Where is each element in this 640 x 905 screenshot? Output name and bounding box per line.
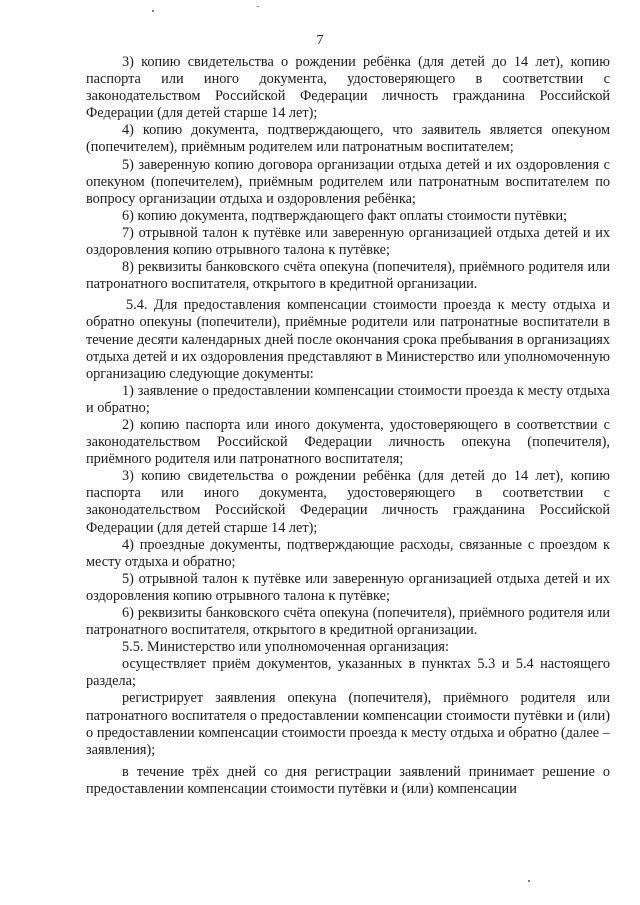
page-number: 7: [316, 33, 324, 48]
paragraph: 3) копию свидетельства о рождении ребёнка (для детей до 14 лет), копию паспорта или иного документа, удостоверяющего в соответствии с законодательством Российской Федерации личность гражданина Российской Федерации (для детей старше 14 лет);: [86, 468, 610, 536]
paragraph: 6) копию документа, подтверждающего факт оплаты стоимости путёвки;: [122, 207, 568, 224]
section-5-5: 5.5. Министерство или уполномоченная организация:: [122, 639, 449, 656]
section-5-4: 5.4. Для предоставления компенсации стоимости проезда к месту отдыха и обратно опекуны (попечители), приёмные родители или патронатные воспитатели в течение десяти календарных дней после окончания срока пребывания в организациях отдыха детей и их оздоровления представляют в Министерство или уполномоченную организацию следующие документы:: [86, 297, 610, 382]
paragraph: 5) отрывной талон к путёвке или заверенную организацией отдыха детей и их оздоровления копию отрывного талона к путёвке;: [86, 570, 610, 604]
paragraph: 7) отрывной талон к путёвке или заверенную организацией отдыха детей и их оздоровления копию отрывного талона к путёвке;: [86, 224, 610, 259]
paragraph: осуществляет приём документов, указанных в пунктах 5.3 и 5.4 настоящего раздела;: [86, 656, 610, 690]
paragraph: 4) копию документа, подтверждающего, что заявитель является опекуном (попечителем), приёмным родителем или патронатным воспитателем;: [86, 122, 610, 156]
paragraph: 5) заверенную копию договора организации отдыха детей и их оздоровления с опекуном (попечителем), приёмным родителем или патронатным воспитателем по вопросу организации отдыха и оздоровления ребёнка;: [86, 156, 610, 207]
paragraph: в течение трёх дней со дня регистрации заявлений принимает решение о предоставлении компенсации стоимости путёвки и (или) компенсации: [86, 763, 610, 797]
paragraph: 6) реквизиты банковского счёта опекуна (попечителя), приёмного родителя или патронатного воспитателя, открытого в кредитной организации.: [86, 605, 610, 639]
document-body: [86, 54, 610, 798]
paragraph: 2) копию паспорта или иного документа, удостоверяющего в соответствии с законодательством Российской Федерации личность опекуна (попечителя), приёмного родителя или патронатного воспитателя;: [86, 416, 610, 468]
scan-speck: [528, 880, 530, 882]
paragraph: 1) заявление о предоставлении компенсации стоимости проезда к месту отдыха и обратно;: [86, 382, 610, 416]
paragraph: 8) реквизиты банковского счёта опекуна (попечителя), приёмного родителя или патронатного воспитателя, открытого в кредитной организации.: [86, 259, 610, 293]
paragraph: 3) копию свидетельства о рождении ребёнка (для детей до 14 лет), копию паспорта или иного документа, удостоверяющего в соответствии с законодательством Российской Федерации личность гражданина Российской Федерации (для детей старше 14 лет);: [86, 54, 610, 122]
paragraph: регистрирует заявления опекуна (попечителя), приёмного родителя или патронатного воспитателя о предоставлении компенсации стоимости путёвки и (или) о предоставлении компенсации стоимости проезда к месту отдыха и обратно (далее – заявления);: [86, 690, 610, 758]
scan-speck: [257, 6, 259, 7]
scan-speck: [152, 10, 154, 12]
paragraph: 4) проездные документы, подтверждающие расходы, связанные с проездом к месту отдыха и обратно;: [86, 536, 610, 570]
